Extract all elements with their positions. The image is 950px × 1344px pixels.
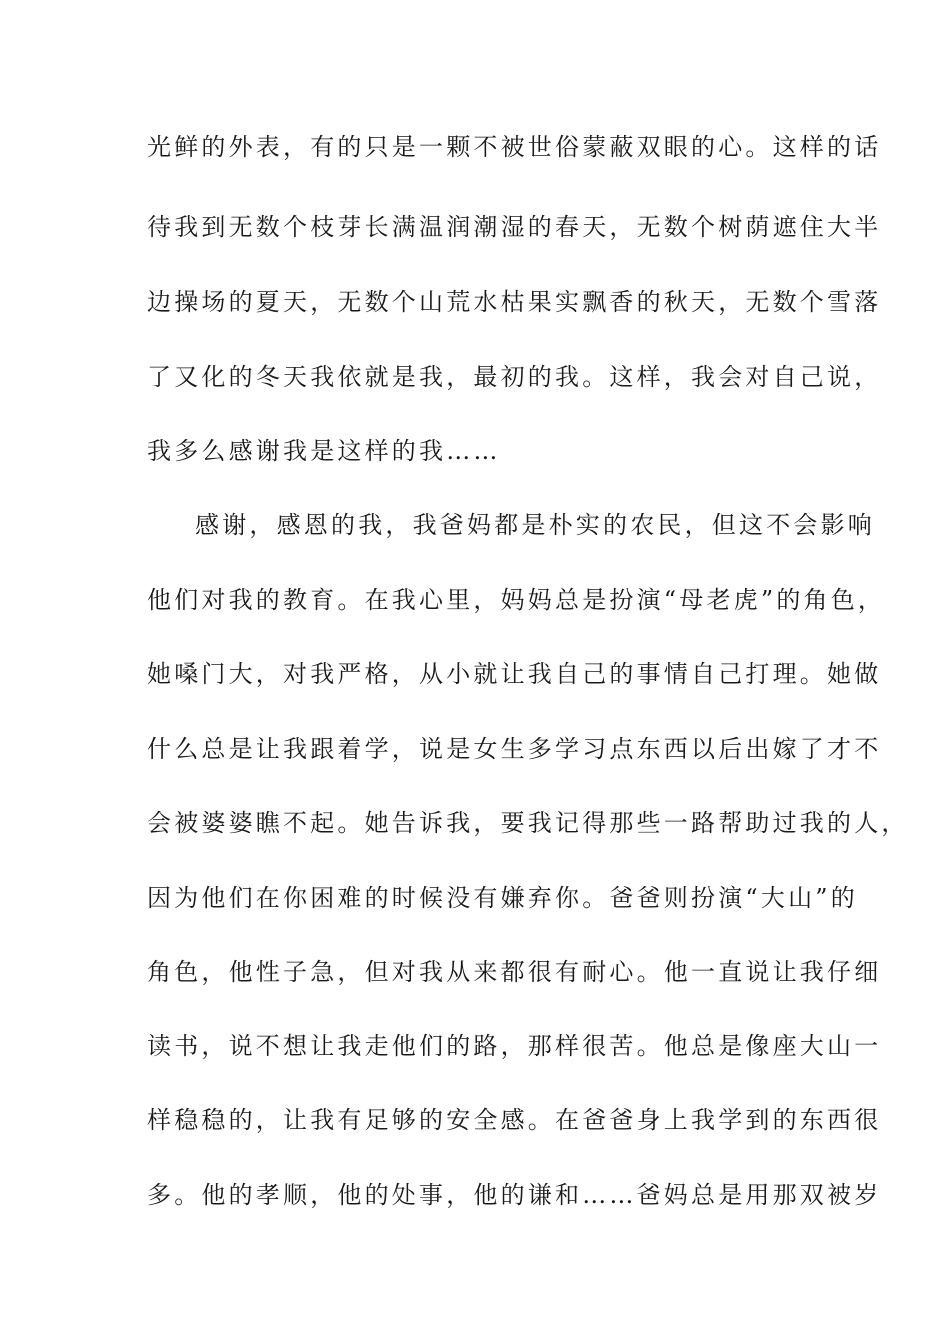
text-line: 边操场的夏天，无数个山荒水枯果实飘香的秋天，无数个雪落: [147, 288, 882, 316]
text-line: 待我到无数个枝芽长满温润潮湿的春天，无数个树荫遮住大半: [147, 213, 882, 241]
text-line: 他们对我的教育。在我心里，妈妈总是扮演“母老虎”的角色，: [147, 586, 886, 614]
text-line: 角色，他性子急，但对我从来都很有耐心。他一直说让我仔细: [147, 958, 882, 986]
paragraph-first-line: 感谢，感恩的我，我爸妈都是朴实的农民，但这不会影响: [195, 511, 875, 539]
text-line: 会被婆婆瞧不起。她告诉我，要我记得那些一路帮助过我的人，: [147, 809, 909, 837]
text-line: 我多么感谢我是这样的我……: [147, 437, 501, 465]
text-line: 了又化的冬天我依就是我，最初的我。这样，我会对自己说，: [147, 363, 882, 391]
text-line: 什么总是让我跟着学，说是女生多学习点东西以后出嫁了才不: [147, 735, 882, 763]
text-line: 光鲜的外表，有的只是一颗不被世俗蒙蔽双眼的心。这样的话: [147, 133, 882, 161]
text-line: 样稳稳的，让我有足够的安全感。在爸爸身上我学到的东西很: [147, 1106, 882, 1134]
text-line: 她嗓门大，对我严格，从小就让我自己的事情自己打理。她做: [147, 660, 882, 688]
text-line: 因为他们在你困难的时候没有嫌弃你。爸爸则扮演“大山”的: [147, 884, 858, 912]
text-line: 读书，说不想让我走他们的路，那样很苦。他总是像座大山一: [147, 1032, 882, 1060]
text-line: 多。他的孝顺，他的处事，他的谦和……爸妈总是用那双被岁: [147, 1181, 882, 1209]
